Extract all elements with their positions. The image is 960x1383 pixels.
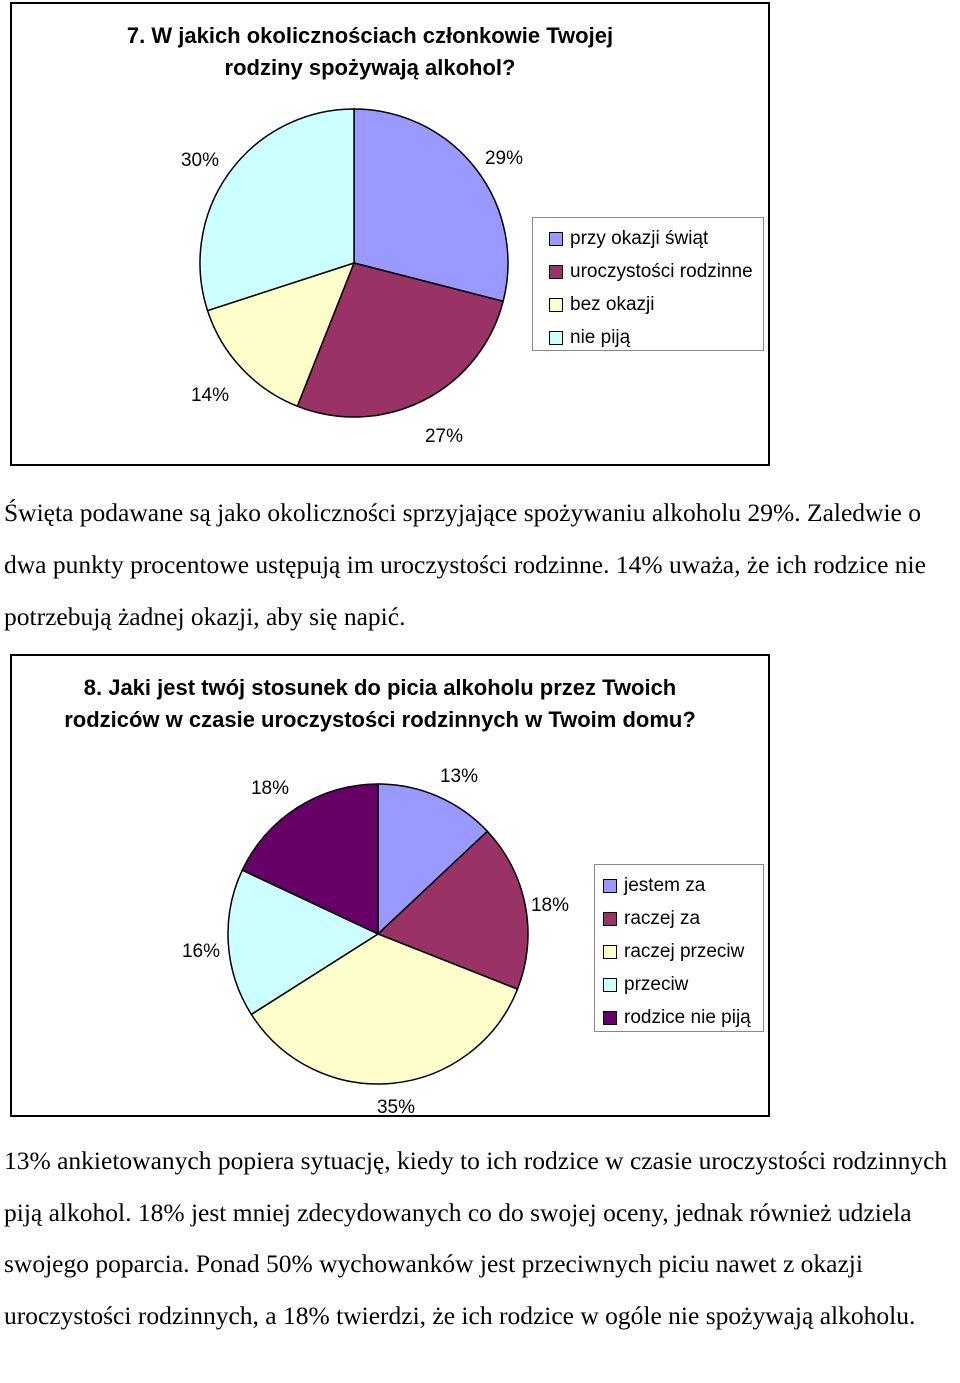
slice-data-label: 16%	[181, 941, 221, 962]
legend-item	[603, 968, 763, 1001]
slice-data-label: 35%	[376, 1097, 416, 1115]
legend-label: przeciw	[624, 974, 689, 995]
legend-label: jestem za	[624, 875, 706, 896]
slice-data-label: 18%	[250, 778, 290, 799]
slice-data-label: 18%	[530, 895, 570, 916]
legend-swatch	[549, 232, 563, 246]
legend-label: nie piją	[570, 327, 631, 348]
description-paragraph: Święta podawane są jako okoliczności sprzyjające spożywaniu alkoholu 29%. Zaledwie o dwa punkty procentowe ustępują im uroczystości rodzinne. 14% uważa, że ich rodzice nie potrzebują żadnej okazji, aby się napić.	[4, 498, 926, 631]
chart-panel-2	[10, 654, 770, 1117]
legend-label: przy okazji świąt	[570, 228, 709, 249]
legend-label: raczej za	[624, 908, 701, 929]
legend-item	[603, 1001, 763, 1034]
description-paragraph: 13% ankietowanych popiera sytuację, kiedy to ich rodzice w czasie uroczystości rodzinnych piją alkohol. 18% jest mniej zdecydowanych co do swojej oceny, jednak również udziela swojego poparcia. Ponad 50% wychowanków jest przeciwnych piciu nawet z okazji uroczystości rodzinnych, a 18% twierdzi, że ich rodzice w ogóle nie spożywają alkoholu.	[4, 1146, 948, 1330]
slice-data-label: 14%	[190, 385, 230, 406]
slice-data-label: 30%	[180, 150, 220, 171]
legend-swatch	[603, 978, 617, 992]
legend-label: uroczystości rodzinne	[570, 261, 753, 282]
legend-swatch	[603, 912, 617, 926]
slice-data-label: 29%	[484, 148, 524, 169]
legend-item	[603, 935, 763, 968]
chart-legend	[532, 217, 764, 351]
legend-item	[549, 288, 763, 321]
legend-swatch	[603, 945, 617, 959]
legend-item	[549, 222, 763, 255]
legend-label: raczej przeciw	[624, 941, 745, 962]
legend-item	[549, 321, 763, 354]
legend-item	[603, 869, 763, 902]
legend-label: bez okazji	[570, 294, 655, 315]
legend-item	[549, 255, 763, 288]
chart-title: 8. Jaki jest twój stosunek do picia alkoholu przez Twoich rodziców w czasie uroczystości rodzinnych w Twoim domu?	[64, 675, 696, 732]
legend-swatch	[549, 298, 563, 312]
legend-label: rodzice nie piją	[624, 1007, 751, 1028]
legend-swatch	[549, 331, 563, 345]
chart-title: 7. W jakich okolicznościach członkowie Twojej rodziny spożywają alkohol?	[126, 23, 614, 80]
legend-swatch	[603, 879, 617, 893]
chart-panel-1	[10, 2, 770, 466]
slice-data-label: 13%	[439, 766, 479, 787]
slice-data-label: 27%	[424, 426, 464, 447]
chart-legend	[594, 864, 764, 1032]
legend-swatch	[603, 1011, 617, 1025]
legend-swatch	[549, 265, 563, 279]
legend-item	[603, 902, 763, 935]
